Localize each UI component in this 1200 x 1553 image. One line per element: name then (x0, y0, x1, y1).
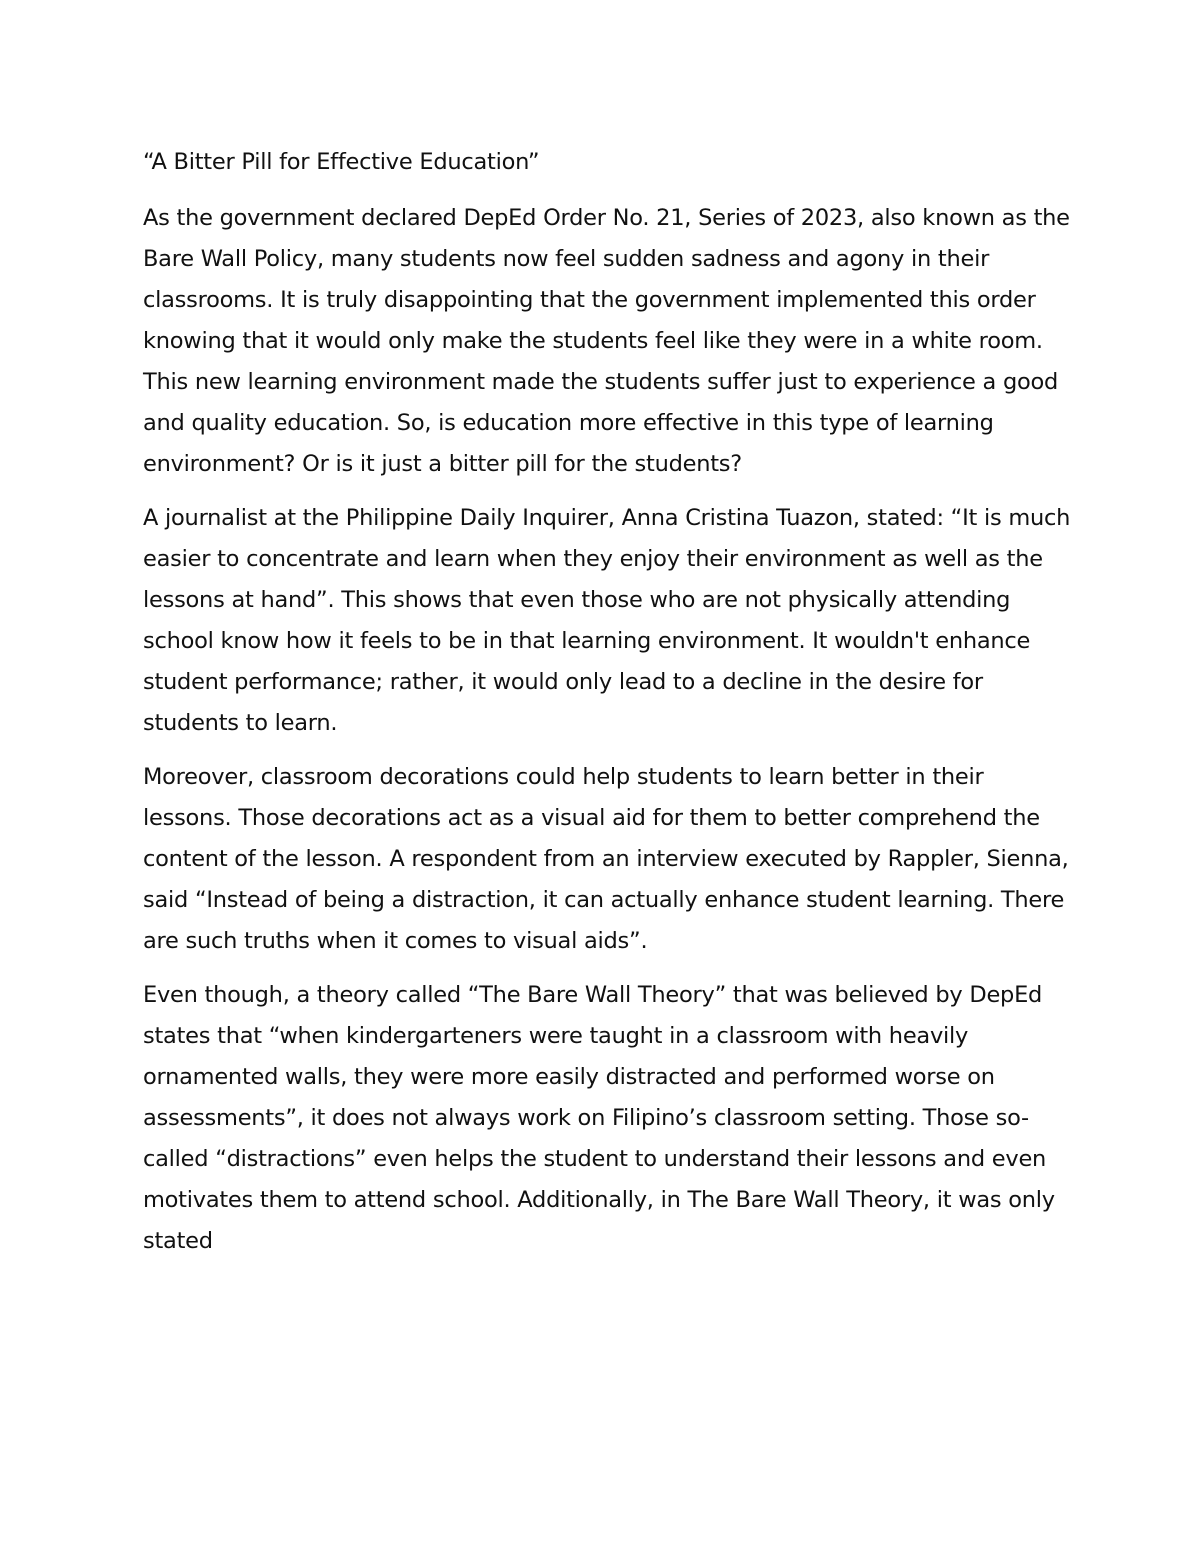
document-body (143, 140, 1078, 1262)
paragraph-classroom-decorations: Moreover, classroom decorations could help students to learn better in their lessons. Those decorations act as a visual aid for them to better comprehend the content of the lesson. A respondent from an interview executed by Rappler, Sienna, said “Instead of being a distraction, it can actually enhance student learning. There are such truths when it comes to visual aids”. (143, 764, 1069, 954)
document-title: “A Bitter Pill for Effective Education” (143, 149, 540, 175)
paragraph-bare-wall-policy: As the government declared DepEd Order No. 21, Series of 2023, also known as the Bare Wall Policy, many students now feel sudden sadness and agony in their classrooms. It is truly disappointing that the government implemented this order knowing that it would only make the students feel like they were in a white room. This new learning environment made the students suffer just to experience a good and quality education. So, is education more effective in this type of learning environment? Or is it just a bitter pill for the students? (143, 205, 1070, 477)
paragraph-journalist-quote: A journalist at the Philippine Daily Inquirer, Anna Cristina Tuazon, stated: “It is much easier to concentrate and learn when they enjoy their environment as well as the lessons at hand”. This shows that even those who are not physically attending school know how it feels to be in that learning environment. It wouldn't enhance student performance; rather, it would only lead to a decline in the desire for students to learn. (143, 505, 1071, 736)
paragraph-bare-wall-theory: Even though, a theory called “The Bare Wall Theory” that was believed by DepEd states that “when kindergarteners were taught in a classroom with heavily ornamented walls, they were more easily distracted and performed worse on assessments”, it does not always work on Filipino’s classroom setting. Those so-called “distractions” even helps the student to understand their lessons and even motivates them to attend school. Additionally, in The Bare Wall Theory, it was only stated (143, 982, 1055, 1254)
